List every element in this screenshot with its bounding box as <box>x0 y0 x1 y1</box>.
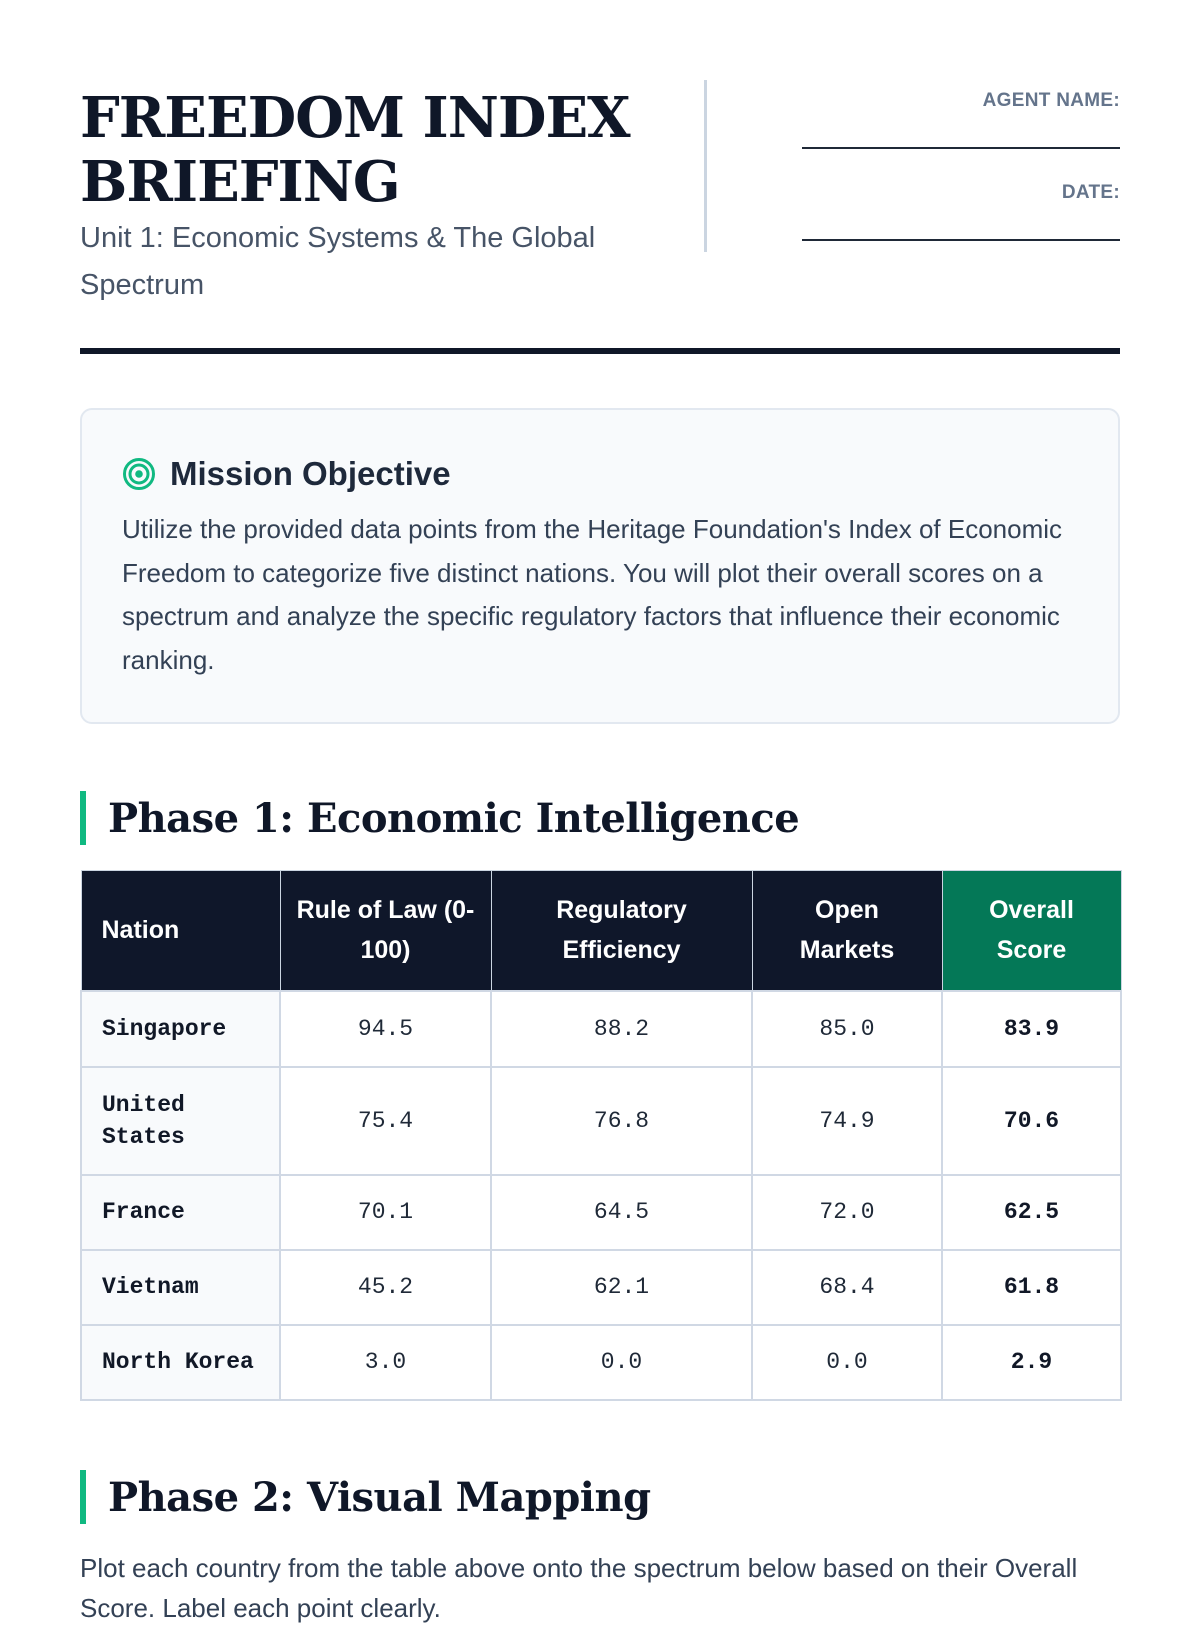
table-row <box>81 1067 1121 1175</box>
header <box>80 78 1120 308</box>
table-cell: 76.8 <box>491 1067 752 1175</box>
mission-title: Mission Objective <box>170 455 451 492</box>
phase2-accent-bar <box>80 1470 86 1524</box>
overall-score-cell: 70.6 <box>942 1067 1121 1175</box>
header-divider <box>704 80 707 252</box>
table-row <box>81 1175 1121 1250</box>
mission-heading <box>122 454 451 494</box>
date-field[interactable] <box>802 239 1120 241</box>
mission-box <box>80 408 1120 724</box>
table-row <box>81 1250 1121 1325</box>
column-header-nation: Nation <box>81 871 280 991</box>
mission-text: Utilize the provided data points from the Heritage Foundation's Index of Economic Freedom to categorize five distinct nations. You will plot their overall scores on a spectrum and analyze the specific regulatory factors that influence their economic ranking. <box>122 514 1063 675</box>
column-header-open-markets: Open Markets <box>752 871 942 991</box>
nation-cell: France <box>81 1175 280 1250</box>
overall-score-cell: 2.9 <box>942 1325 1121 1400</box>
table-cell: 45.2 <box>280 1250 491 1325</box>
phase2-title: Phase 2: Visual Mapping <box>108 1473 651 1521</box>
overall-score-cell: 61.8 <box>942 1250 1121 1325</box>
agent-name-label: AGENT NAME: <box>982 90 1120 111</box>
phase1-title: Phase 1: Economic Intelligence <box>108 794 800 842</box>
nation-cell: Singapore <box>81 991 280 1067</box>
overall-score-cell: 83.9 <box>942 991 1121 1067</box>
phase2-heading <box>80 1470 651 1524</box>
table-cell: 0.0 <box>752 1325 942 1400</box>
page-title: FREEDOM INDEX BRIEFING <box>80 85 630 215</box>
date-label: DATE: <box>1061 182 1120 203</box>
table-row <box>81 1325 1121 1400</box>
column-header-overall-score: Overall Score <box>942 871 1121 991</box>
table-cell: 88.2 <box>491 991 752 1067</box>
table-cell: 74.9 <box>752 1067 942 1175</box>
page-subtitle: Unit 1: Economic Systems & The Global Spectrum <box>80 222 596 301</box>
phase2-instructions: Plot each country from the table above onto the spectrum below based on their Overall Score. Label each point clearly. <box>80 1553 1078 1623</box>
header-rule <box>80 348 1120 354</box>
table-cell: 85.0 <box>752 991 942 1067</box>
overall-score-cell: 62.5 <box>942 1175 1121 1250</box>
column-header-regulatory-efficiency: Regulatory Efficiency <box>491 871 752 991</box>
column-header-rule-of-law: Rule of Law (0-100) <box>280 871 491 991</box>
table-cell: 64.5 <box>491 1175 752 1250</box>
phase1-accent-bar <box>80 791 86 845</box>
table-cell: 75.4 <box>280 1067 491 1175</box>
table-cell: 3.0 <box>280 1325 491 1400</box>
table-cell: 72.0 <box>752 1175 942 1250</box>
table-cell: 70.1 <box>280 1175 491 1250</box>
agent-name-field[interactable] <box>802 147 1120 149</box>
table-cell: 62.1 <box>491 1250 752 1325</box>
table-cell: 68.4 <box>752 1250 942 1325</box>
table-cell: 94.5 <box>280 991 491 1067</box>
economic-table <box>80 870 1120 1401</box>
nation-cell: United States <box>81 1067 280 1175</box>
table-row <box>81 991 1121 1067</box>
table-cell: 0.0 <box>491 1325 752 1400</box>
nation-cell: North Korea <box>81 1325 280 1400</box>
phase1-heading <box>80 791 799 845</box>
nation-cell: Vietnam <box>81 1250 280 1325</box>
target-icon <box>122 457 156 491</box>
table-header-row <box>81 871 1121 991</box>
